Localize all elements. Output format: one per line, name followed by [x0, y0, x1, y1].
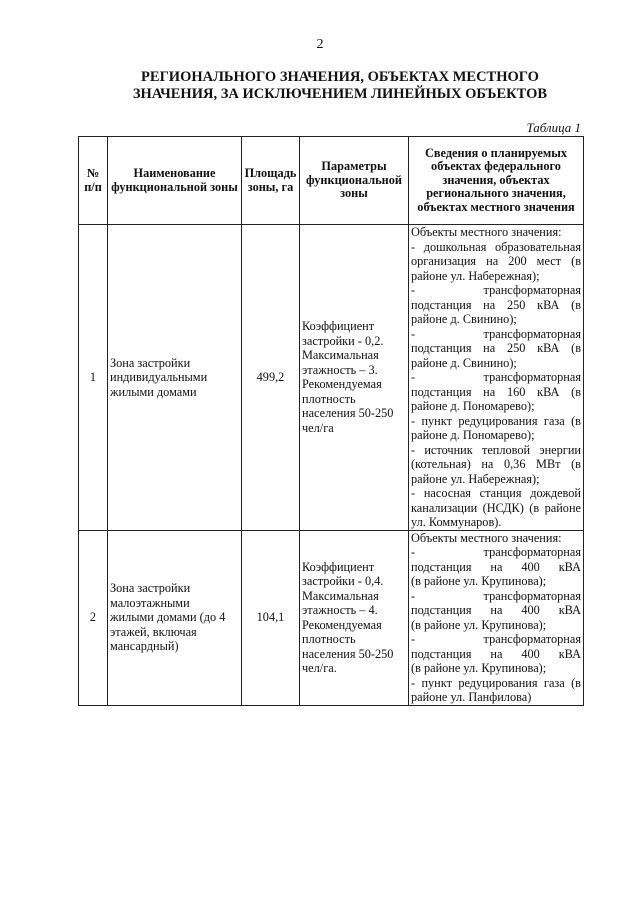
planned-object-line: (в районе ул. Крупинова); — [411, 661, 547, 675]
header-area: Площадь зоны, га — [242, 137, 300, 225]
planned-object-line: (в районе ул. Крупинова); — [411, 617, 547, 632]
zones-table — [78, 136, 584, 706]
planned-object-line: - трансформаторная — [411, 370, 581, 384]
header-params: Параметры функциональной зоны — [300, 137, 409, 225]
zone-name-line: жилыми домами (до 4 — [110, 610, 226, 625]
planned-object-line: организация на 200 мест (в — [411, 254, 581, 268]
row-number: 2 — [79, 530, 108, 705]
planned-object-line: - насосная станция дождевой — [411, 486, 581, 500]
zone-param-line: плотность — [302, 391, 356, 406]
zone-name-line: индивидуальными — [110, 370, 208, 384]
zone-param-line: населения 50-250 — [302, 406, 394, 421]
planned-object-line: - источник тепловой энергии — [411, 442, 581, 457]
zone-param-line: Максимальная — [302, 348, 379, 363]
zone-param-line: Коэффициент — [302, 319, 375, 334]
header-zone-name: Наименование функциональной зоны — [108, 137, 242, 225]
planned-object-line: районе д. Свинино); — [411, 355, 517, 370]
zone-params-cell — [300, 225, 409, 531]
planned-object-line: районе ул. Набережная); — [411, 268, 540, 283]
zone-param-line: чел/га — [302, 420, 334, 435]
zone-param-line: Коэффициент — [302, 559, 375, 574]
table-header-row — [79, 137, 584, 225]
zone-param-line: Рекомендуемая — [302, 617, 382, 632]
page-number: 2 — [316, 37, 324, 52]
zone-params-cell — [300, 530, 409, 705]
zone-param-line: населения 50-250 — [302, 646, 394, 661]
planned-object-line: районе д. Свинино); — [411, 312, 517, 326]
planned-object-line: - пункт редуцирования газа (в — [411, 413, 581, 428]
zone-name-line: малоэтажными — [110, 595, 190, 610]
zone-name-line: этажей, включая — [110, 624, 197, 639]
zone-param-line: Рекомендуемая — [302, 377, 382, 392]
planned-object-line: районе д. Пономарево); — [411, 399, 535, 413]
zone-area: 499,2 — [242, 225, 300, 531]
zone-param-line: плотность — [302, 632, 356, 646]
planned-objects-cell — [409, 225, 584, 531]
planned-object-line: районе ул. Панфилова) — [411, 690, 532, 704]
table-body — [79, 225, 584, 706]
planned-object-line: - пункт редуцирования газа (в — [411, 675, 581, 690]
header-objects: Сведения о планируемых объектах федерального значения, объектах регионального значения, объектах местного значения — [409, 137, 584, 225]
zone-param-line: Максимальная — [302, 588, 379, 603]
planned-object-line: канализации (НСДК) (в районе — [411, 500, 581, 515]
planned-object-line: (котельная) на 0,36 МВт (в — [411, 457, 581, 471]
zone-name-cell — [108, 530, 242, 705]
zone-name-line: Зона застройки — [110, 355, 191, 370]
heading-line-2: ЗНАЧЕНИЯ, ЗА ИСКЛЮЧЕНИЕМ ЛИНЕЙНЫХ ОБЪЕКТОВ — [132, 86, 548, 102]
zone-area: 104,1 — [242, 530, 300, 705]
planned-objects-cell — [409, 530, 584, 705]
header-num: № п/п — [79, 137, 108, 225]
planned-object-line: ул. Коммунаров). — [411, 515, 502, 529]
zone-name-line: Зона застройки — [110, 581, 191, 596]
zone-name-line: мансардный) — [110, 639, 179, 654]
zone-param-line: этажность – 3. — [302, 362, 378, 377]
zone-name-cell — [108, 225, 242, 531]
zone-param-line: этажность – 4. — [302, 603, 378, 617]
planned-object-line: подстанция на 250 кВА (в — [411, 341, 581, 355]
zone-param-line: чел/га. — [302, 661, 337, 675]
row-number: 1 — [79, 225, 108, 531]
planned-object-line: - трансформаторная — [411, 326, 581, 341]
planned-object-line: - трансформаторная — [411, 632, 581, 646]
table-row — [79, 530, 584, 705]
planned-object-line: (в районе ул. Крупинова); — [411, 574, 547, 588]
planned-object-line: районе ул. Набережная); — [411, 471, 540, 486]
document-heading — [80, 69, 600, 103]
planned-object-line: - трансформаторная — [411, 283, 581, 297]
heading-line-1: РЕГИОНАЛЬНОГО ЗНАЧЕНИЯ, ОБЪЕКТАХ МЕСТНОГО — [141, 69, 539, 85]
planned-object-line: подстанция на 400 кВА — [411, 603, 581, 617]
planned-object-line: - трансформаторная — [411, 588, 581, 603]
planned-object-line: Объекты местного значения: — [411, 225, 562, 239]
planned-object-line: подстанция на 400 кВА — [411, 646, 581, 661]
planned-object-line: - трансформаторная — [411, 545, 581, 559]
planned-object-line: - дошкольная образовательная — [411, 239, 581, 254]
zone-name-line: жилыми домами — [110, 384, 197, 399]
table-caption: Таблица 1 — [526, 120, 581, 135]
planned-object-line: Объекты местного значения: — [411, 530, 562, 545]
planned-object-line: подстанция на 400 кВА — [411, 559, 581, 574]
planned-object-line: подстанция на 250 кВА (в — [411, 297, 581, 312]
planned-object-line: районе д. Пономарево); — [411, 428, 535, 442]
zone-param-line: застройки - 0,2. — [302, 333, 384, 348]
planned-object-line: подстанция на 160 кВА (в — [411, 384, 581, 399]
zone-param-line: застройки - 0,4. — [302, 574, 384, 588]
table-row — [79, 225, 584, 531]
